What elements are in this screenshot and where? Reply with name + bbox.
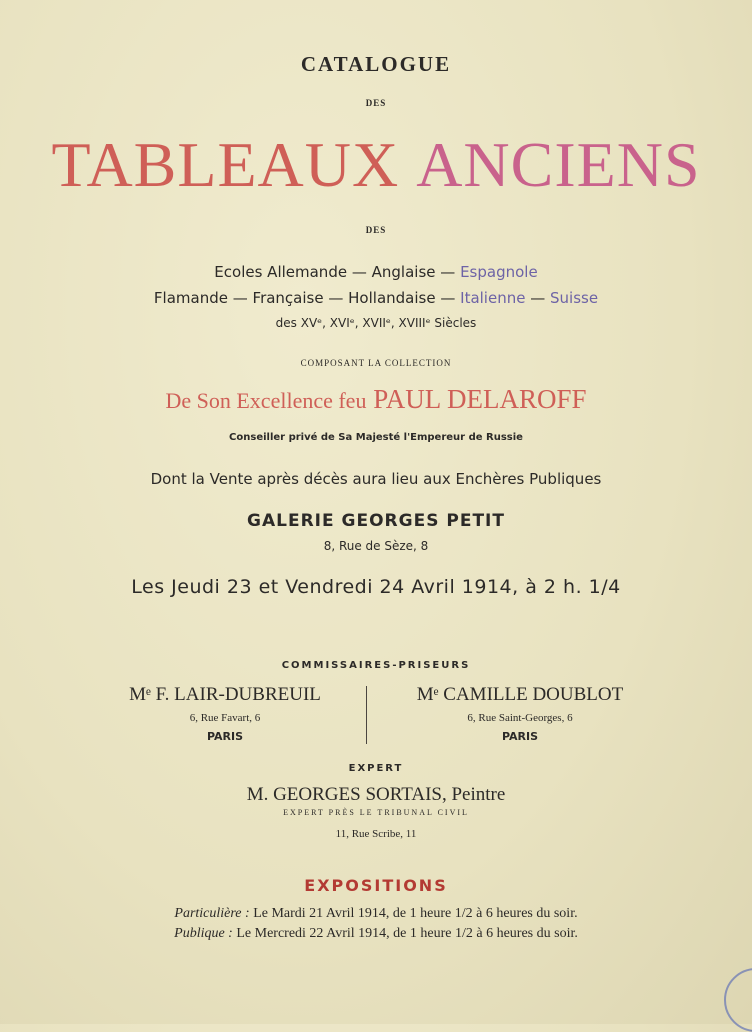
school-hollandaise: Hollandaise [348, 289, 436, 307]
column-divider [366, 686, 367, 744]
des-label-2: DES [365, 225, 387, 235]
ink-stamp [724, 968, 752, 1032]
expert-title: EXPERT PRÈS LE TRIBUNAL CIVIL [283, 808, 469, 817]
collector-prefix: De Son Excellence feu [165, 388, 367, 413]
title-tableaux: TABLEAUX [51, 129, 400, 200]
schools-line-2 [0, 289, 752, 307]
expert-name: M. GEORGES SORTAIS, Peintre [246, 784, 506, 805]
gallery-address: 8, Rue de Sèze, 8 [323, 539, 429, 553]
commissaire-right-name: Mᵉ CAMILLE DOUBLOT [416, 684, 624, 705]
commissaire-left [100, 684, 350, 743]
exposition-public [0, 926, 752, 942]
school-espagnole: Espagnole [460, 263, 538, 281]
exposition-private-label: Particulière : [174, 906, 250, 921]
collector-line [0, 384, 752, 415]
expositions-heading: EXPOSITIONS [304, 876, 448, 895]
schools-line-1 [0, 263, 752, 281]
school-allemande: Ecoles Allemande [214, 263, 348, 281]
exposition-public-label: Publique : [174, 926, 233, 941]
separator: — [232, 289, 248, 307]
main-title [0, 128, 752, 202]
exposition-private-text: Le Mardi 21 Avril 1914, de 1 heure 1/2 à 6 heures du soir. [253, 906, 578, 921]
separator: — [440, 289, 456, 307]
separator: — [351, 263, 367, 281]
centuries-line: des XVᵉ, XVIᵉ, XVIIᵉ, XVIIIᵉ Siècles [275, 316, 477, 330]
catalogue-heading: CATALOGUE [300, 52, 452, 76]
composant-label: COMPOSANT LA COLLECTION [300, 358, 452, 368]
separator: — [440, 263, 456, 281]
sale-dates: Les Jeudi 23 et Vendredi 24 Avril 1914, à 2 h. 1/4 [131, 576, 621, 598]
separator: — [530, 289, 546, 307]
school-anglaise: Anglaise [371, 263, 436, 281]
expert-heading: EXPERT [348, 763, 404, 774]
commissaires-heading: COMMISSAIRES-PRISEURS [281, 660, 471, 671]
separator: — [328, 289, 344, 307]
collector-title: Conseiller privé de Sa Majesté l'Empereur de Russie [229, 432, 523, 443]
school-suisse: Suisse [550, 289, 599, 307]
commissaire-left-name: Mᵉ F. LAIR-DUBREUIL [129, 684, 321, 705]
exposition-private [0, 906, 752, 922]
exposition-public-text: Le Mercredi 22 Avril 1914, de 1 heure 1/2 à 6 heures du soir. [236, 926, 578, 941]
des-label: DES [365, 98, 387, 108]
collector-name: PAUL DELAROFF [373, 384, 587, 414]
commissaire-right-city: PARIS [501, 730, 539, 743]
commissaire-left-city: PARIS [206, 730, 244, 743]
school-francaise: Française [252, 289, 324, 307]
expert-address: 11, Rue Scribe, 11 [335, 828, 417, 840]
sale-line: Dont la Vente après décès aura lieu aux Enchères Publiques [150, 470, 602, 488]
title-anciens: ANCIENS [416, 129, 701, 200]
commissaire-right [380, 684, 660, 743]
school-flamande: Flamande [153, 289, 228, 307]
school-italienne: Italienne [460, 289, 526, 307]
commissaire-right-address: 6, Rue Saint-Georges, 6 [467, 712, 573, 724]
gallery-name: GALERIE GEORGES PETIT [247, 511, 505, 531]
commissaire-left-address: 6, Rue Favart, 6 [189, 712, 261, 724]
